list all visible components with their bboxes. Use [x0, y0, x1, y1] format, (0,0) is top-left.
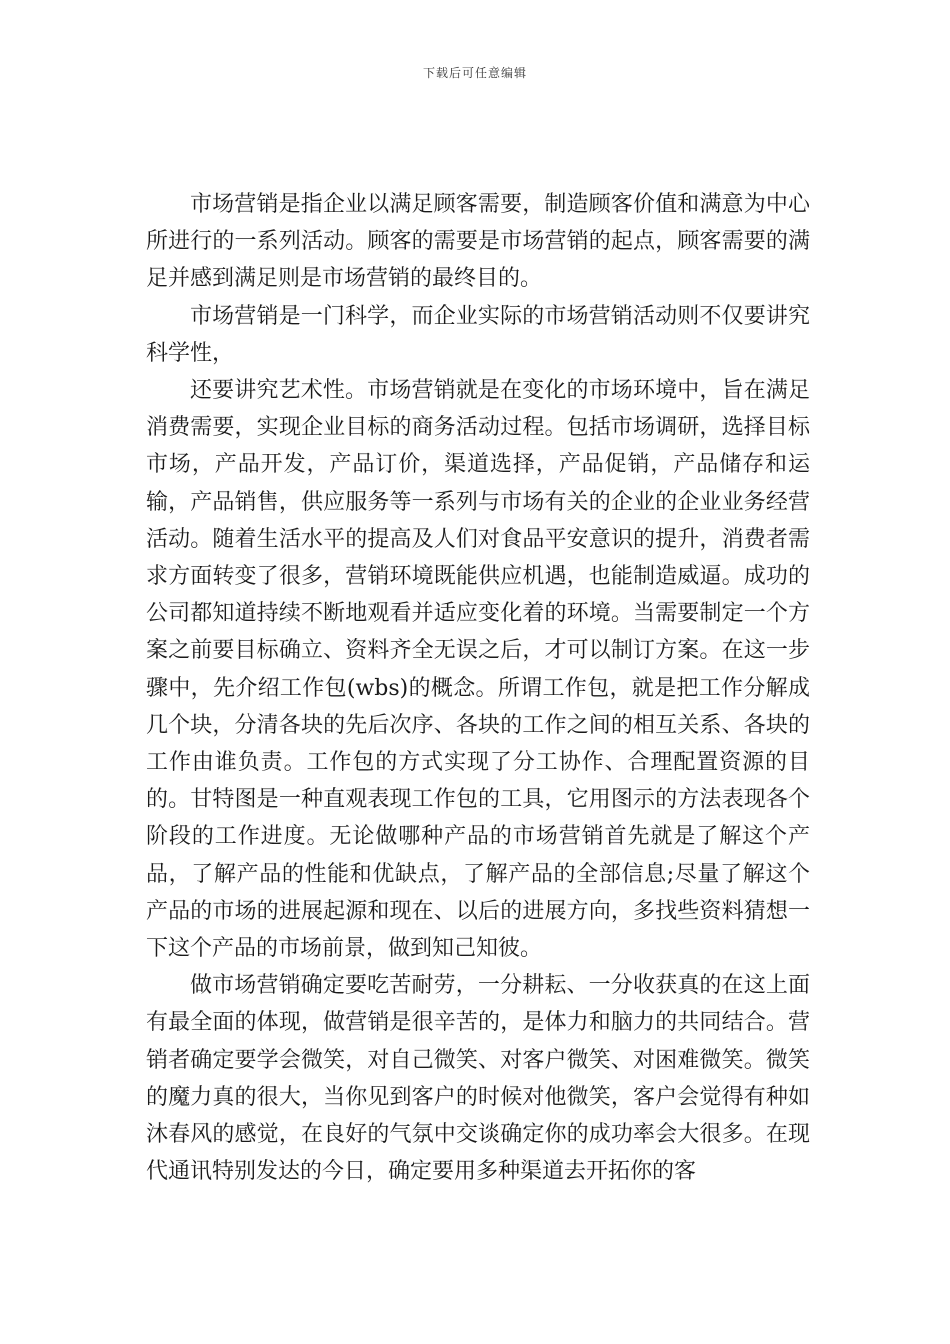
page-header: 下载后可任意编辑 — [422, 66, 527, 80]
paragraph-marketing-hard-work: 做市场营销确定要吃苦耐劳，一分耕耘、一分收获真的在这上面有最全面的体现，做营销是很辛苦的，是体力和脑力的共同结合。营销者确定要学会微笑，对自己微笑、对客户微笑、对困难微笑。微笑的魔力真的很大，当你见到客户的时候对他微笑，客户会觉得有种如沐春风的感觉，在良好的气氛中交谈确定你的成功率会大很多。在现代通讯特别发达的今日，确定要用多种渠道去开拓你的客 — [146, 973, 810, 1185]
paragraph-marketing-art: 还要讲究艺术性。市场营销就是在变化的市场环境中，旨在满足消费需要，实现企业目标的商务活动过程。包括市场调研，选择目标市场，产品开发，产品订价，渠道选择，产品促销，产品储存和运输，产品销售，供应服务等一系列与市场有关的企业的企业业务经营活动。随着生活水平的提高及人们对食品平安意识的提升，消费者需求方面转变了很多，营销环境既能供应机遇，也能制造威逼。成功的公司都知道持续不断地观看并适应变化着的环境。当需要制定一个方案之前要目标确立、资料齐全无误之后，才可以制订方案。在这一步骤中，先介绍工作包(wbs)的概念。所谓工作包，就是把工作分解成几个块，分清各块的先后次序、各块的工作之间的相互关系、各块的工作由谁负责。工作包的方式实现了分工协作、合理配置资源的目的。甘特图是一种直观表现工作包的工具，它用图示的方法表现各个阶段的工作进度。无论做哪种产品的市场营销首先就是了解这个产品，了解产品的性能和优缺点，了解产品的全部信息;尽量了解这个产品的市场的进展起源和现在、以后的进展方向，多找些资料猜想一下这个产品的市场前景，做到知己知彼。 — [146, 378, 810, 962]
paragraph-marketing-science: 市场营销是一门科学，而企业实际的市场营销活动则不仅要讲究科学性， — [146, 303, 810, 366]
document-body — [146, 186, 810, 1190]
paragraph-marketing-definition: 市场营销是指企业以满足顾客需要，制造顾客价值和满意为中心所进行的一系列活动。顾客的需要是市场营销的起点，顾客需要的满足并感到满足则是市场营销的最终目的。 — [146, 192, 810, 292]
